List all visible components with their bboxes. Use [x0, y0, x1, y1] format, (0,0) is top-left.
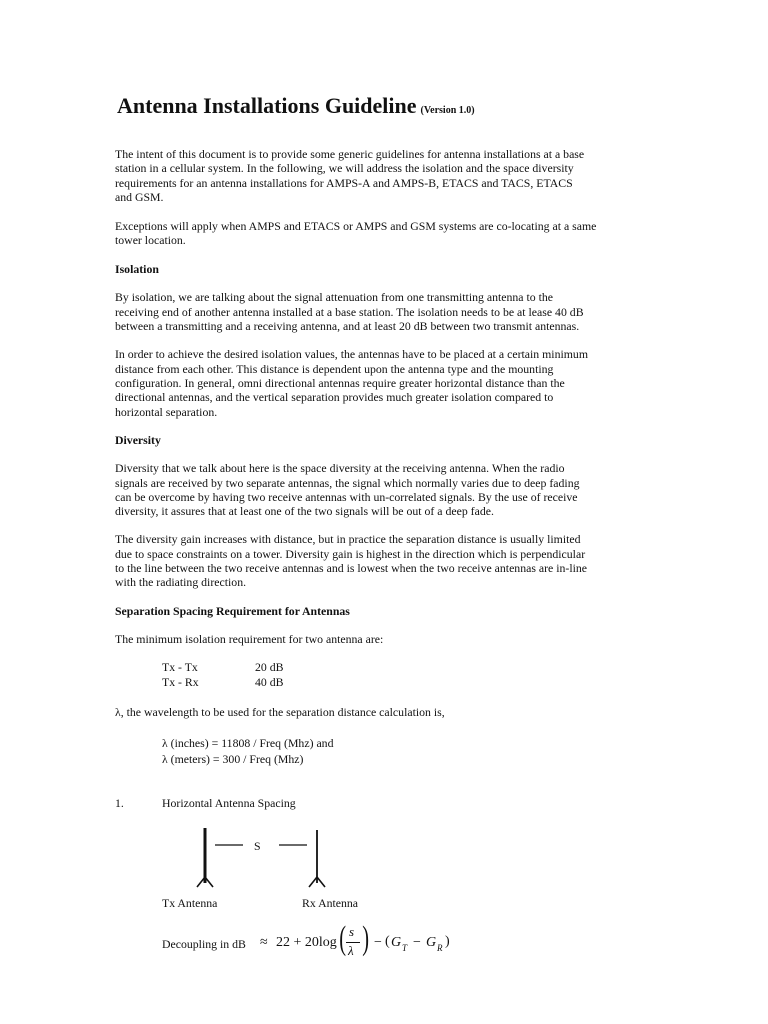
- diversity-p2-line-3: to the line between the two receive antennas and is lowest when the two receive antennas are in-line: [115, 561, 588, 575]
- intro-line-1: The intent of this document is to provide some generic guidelines for antenna installations at a base: [115, 147, 585, 161]
- formula-constant: 22 + 20log: [276, 935, 337, 950]
- antenna-diagram-drawing: [190, 825, 340, 895]
- spacing-label: S: [254, 839, 261, 853]
- decoupling-label: Decoupling in dB: [162, 937, 246, 951]
- diversity-heading: Diversity: [115, 433, 161, 447]
- right-paren: ): [362, 920, 370, 957]
- exceptions-line-1: Exceptions will apply when AMPS and ETACS or AMPS and GSM systems are co-locating at a same: [115, 219, 597, 233]
- diversity-p2-line-1: The diversity gain increases with distance, but in practice the separation distance is usually limited: [115, 532, 581, 546]
- version-label: (Version 1.0): [420, 105, 475, 116]
- diversity-p1-line-3: can be overcome by having two receive antennas with un-correlated signals. By the use of receive: [115, 490, 578, 504]
- rx-antenna-label: Rx Antenna: [302, 896, 359, 910]
- intro-line-2: station in a cellular system. In the following, we will address the isolation and the space diversity: [115, 161, 574, 175]
- isolation-p2-line-4: directional antennas, and the vertical separation provides much greater isolation compared to: [115, 390, 554, 404]
- isolation-p2-line-3: configuration. In general, omni directional antennas require greater horizontal distance than the: [115, 376, 565, 390]
- diversity-p1-line-2: signals are received by two separate antennas, the signal which normally varies due to deep fading: [115, 476, 580, 490]
- separation-heading: Separation Spacing Requirement for Antennas: [115, 604, 350, 618]
- section-1-number: 1.: [115, 796, 124, 810]
- left-paren: (: [339, 920, 347, 957]
- exceptions-line-2: tower location.: [115, 233, 186, 247]
- gain-t-subscript: T: [402, 943, 408, 953]
- page-title: [117, 92, 475, 125]
- rx-antenna-leg-left: [309, 877, 317, 887]
- tx-antenna-label: Tx Antenna: [162, 896, 218, 910]
- diversity-p1-line-4: diversity, it assures that at least one of the two signals will be out of a deep fade.: [115, 504, 494, 518]
- gain-r: G: [426, 935, 437, 950]
- fraction-denominator: λ: [348, 943, 354, 958]
- wavelength-intro: λ, the wavelength to be used for the separation distance calculation is,: [115, 705, 445, 719]
- isolation-p1-line-1: By isolation, we are talking about the signal attenuation from one transmitting antenna to the: [115, 290, 554, 304]
- wavelength-formula-inches: λ (inches) = 11808 / Freq (Mhz) and: [162, 736, 334, 750]
- isolation-pair-1: Tx - Tx: [162, 660, 198, 674]
- intro-line-4: and GSM.: [115, 190, 164, 204]
- isolation-p2-line-2: distance from each other. This distance is dependent upon the antenna type and the mounting: [115, 362, 554, 376]
- isolation-pair-2: Tx - Rx: [162, 675, 199, 689]
- fraction-numerator: s: [349, 924, 355, 939]
- gain-r-subscript: R: [437, 943, 443, 953]
- isolation-value-2: 40 dB: [255, 675, 284, 689]
- title-text: Antenna Installations Guideline: [117, 93, 417, 118]
- gain-paren-close: ): [445, 934, 450, 949]
- approx-sign: ≈: [260, 935, 268, 950]
- isolation-value-1: 20 dB: [255, 660, 284, 674]
- section-1-title: Horizontal Antenna Spacing: [162, 796, 296, 810]
- gain-t: G: [391, 935, 402, 950]
- isolation-p2-line-5: horizontal separation.: [115, 405, 218, 419]
- minus-sign: −: [374, 935, 382, 950]
- rx-antenna-leg-right: [317, 877, 325, 887]
- gain-paren-open: (: [385, 934, 390, 949]
- isolation-heading: Isolation: [115, 262, 159, 276]
- isolation-p2-line-1: In order to achieve the desired isolation values, the antennas have to be placed at a certain minimum: [115, 347, 589, 361]
- isolation-p1-line-2: receiving end of another antenna installed at a base station. The isolation needs to be at lease 40 dB: [115, 305, 584, 319]
- diversity-p2-line-4: with the radiating direction.: [115, 575, 247, 589]
- isolation-p1-line-3: between a transmitting and a receiving antenna, and at least 20 dB between two transmit antennas.: [115, 319, 580, 333]
- wavelength-formula-meters: λ (meters) = 300 / Freq (Mhz): [162, 752, 304, 766]
- diversity-p2-line-2: due to space constraints on a tower. Diversity gain is highest in the direction which is perpendicular: [115, 547, 586, 561]
- gain-minus: −: [413, 935, 421, 950]
- diversity-p1-line-1: Diversity that we talk about here is the space diversity at the receiving antenna. When the radio: [115, 461, 565, 475]
- intro-line-3: requirements for an antenna installations for AMPS-A and AMPS-B, ETACS and TACS, ETACS: [115, 176, 573, 190]
- min-isolation-text: The minimum isolation requirement for two antenna are:: [115, 632, 384, 646]
